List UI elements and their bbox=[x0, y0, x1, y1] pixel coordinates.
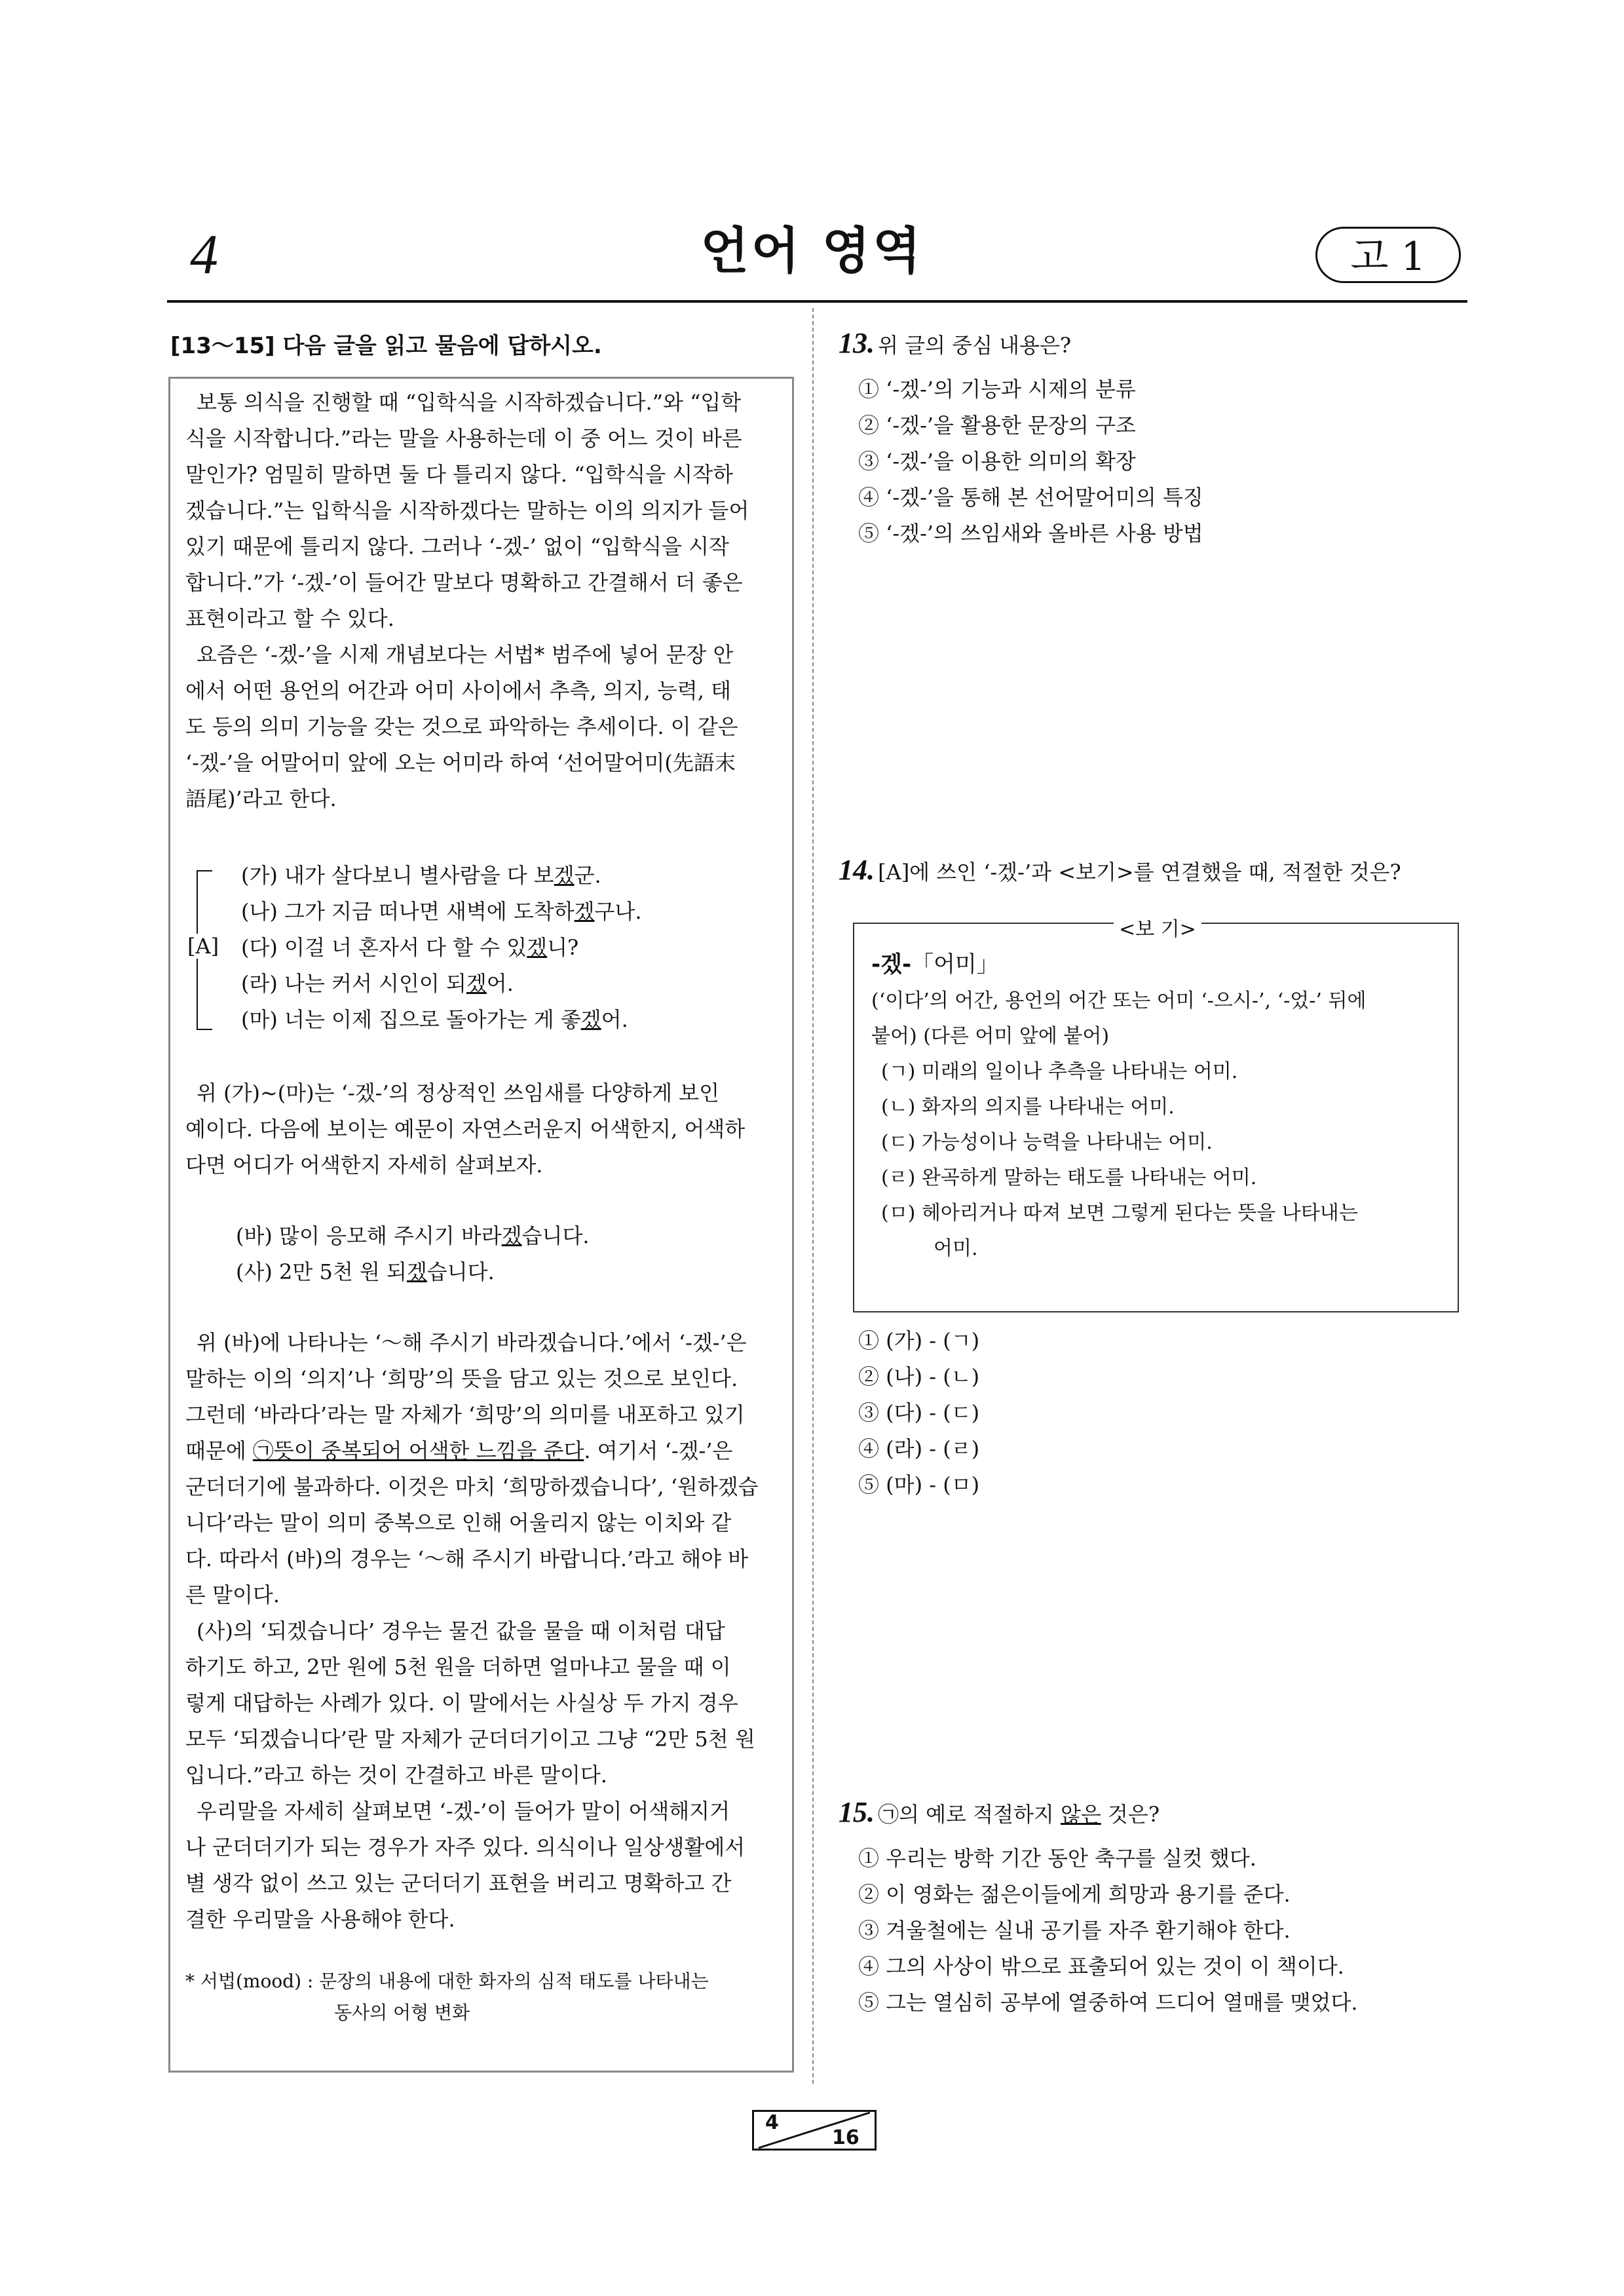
passage-line: 위 (가)~(마)는 ‘-겠-’의 정상적인 쓰임새를 다양하게 보인 bbox=[197, 1081, 719, 1105]
example-ma: (마) 너는 이제 집으로 돌아가는 게 좋겠어. bbox=[241, 1007, 628, 1032]
page-total: 16 bbox=[832, 2126, 859, 2149]
passage-line: ‘-겠-’을 어말어미 앞에 오는 어미라 하여 ‘선어말어미(先語末 bbox=[185, 750, 736, 775]
example-ra: (라) 나는 커서 시인이 되겠어. bbox=[241, 971, 514, 996]
column-divider bbox=[812, 308, 814, 2084]
passage-line: 표현이라고 할 수 있다. bbox=[185, 606, 394, 631]
passage-line: 말하는 이의 ‘의지’나 ‘희망’의 뜻을 담고 있는 것으로 보인다. bbox=[185, 1366, 738, 1391]
passage-line: 나 군더더기가 되는 경우가 자주 있다. 의식이나 일상생활에서 bbox=[185, 1835, 746, 1860]
q14-option-1[interactable]: ① (가) - (ㄱ) bbox=[858, 1328, 980, 1353]
example-da: (다) 이걸 너 혼자서 다 할 수 있겠니? bbox=[241, 935, 579, 960]
q13-option-4[interactable]: ④ ‘-겠-’을 통해 본 선어말어미의 특징 bbox=[858, 485, 1203, 510]
q14-option-5[interactable]: ⑤ (마) - (ㅁ) bbox=[858, 1472, 980, 1497]
passage-line: 군더더기에 불과하다. 이것은 마치 ‘희망하겠습니다’, ‘원하겠습 bbox=[185, 1474, 759, 1499]
passage-line: 하기도 하고, 2만 원에 5천 원을 더하면 얼마냐고 물을 때 이 bbox=[185, 1655, 731, 1679]
page-title: 언어 영역 bbox=[700, 221, 924, 280]
passage-line: 겠습니다.”는 입학식을 시작하겠다는 말하는 이의 의지가 들어 bbox=[185, 498, 749, 523]
bogi-line: (ㅁ) 헤아리거나 따져 보면 그렇게 된다는 뜻을 나타내는 bbox=[881, 1202, 1358, 1225]
underlined-phrase-a: ㉠뜻이 중복되어 어색한 느낌을 준다 bbox=[252, 1438, 584, 1463]
question-15: 15. ㉠의 예로 적절하지 않은 것은? bbox=[839, 1796, 1160, 1828]
passage-line: 니다’라는 말이 의미 중복으로 인해 어울리지 않는 이치와 같 bbox=[185, 1510, 732, 1535]
passage-line: 합니다.”가 ‘-겠-’이 들어간 말보다 명확하고 간결해서 더 좋은 bbox=[185, 570, 743, 595]
passage-line: 語尾)’라고 한다. bbox=[185, 786, 337, 811]
bogi-title: <보 기> bbox=[1114, 913, 1201, 942]
bogi-line: (ㄱ) 미래의 일이나 추측을 나타내는 어미. bbox=[881, 1060, 1238, 1083]
passage-line: 렇게 대답하는 사례가 있다. 이 말에서는 사실상 두 가지 경우 bbox=[185, 1691, 738, 1715]
passage-line: 다면 어디가 어색한지 자세히 살펴보자. bbox=[185, 1153, 543, 1177]
bogi-line: (ㄴ) 화자의 의지를 나타내는 어미. bbox=[881, 1096, 1175, 1119]
instruction: [13～15] 다음 글을 읽고 물음에 답하시오. bbox=[170, 333, 602, 359]
q13-option-1[interactable]: ① ‘-겠-’의 기능과 시제의 분류 bbox=[858, 377, 1136, 402]
footnote: * 서법(mood) : 문장의 내용에 대한 화자의 심적 태도를 나타내는 bbox=[185, 1970, 709, 1992]
question-13: 13. 위 글의 중심 내용은? bbox=[839, 327, 1072, 359]
bogi-line: (ㄹ) 완곡하게 말하는 태도를 나타내는 어미. bbox=[881, 1166, 1257, 1189]
passage-line: 에서 어떤 용언의 어간과 어미 사이에서 추측, 의지, 능력, 태 bbox=[185, 678, 732, 703]
bogi-line: (ㄷ) 가능성이나 능력을 나타내는 어미. bbox=[881, 1131, 1213, 1154]
example-na: (나) 그가 지금 떠나면 새벽에 도착하겠구나. bbox=[241, 899, 642, 924]
header-rule bbox=[167, 300, 1467, 303]
passage-line: 결한 우리말을 사용해야 한다. bbox=[185, 1907, 455, 1932]
q15-option-3[interactable]: ③ 겨울철에는 실내 공기를 자주 환기해야 한다. bbox=[858, 1918, 1291, 1943]
q15-option-1[interactable]: ① 우리는 방학 기간 동안 축구를 실컷 했다. bbox=[858, 1846, 1256, 1871]
q13-option-5[interactable]: ⑤ ‘-겠-’의 쓰임새와 올바른 사용 방법 bbox=[858, 521, 1203, 546]
footnote-cont: 동사의 어형 변화 bbox=[334, 2002, 470, 2023]
q14-option-2[interactable]: ② (나) - (ㄴ) bbox=[858, 1364, 980, 1389]
passage-line: 있기 때문에 틀리지 않다. 그러나 ‘-겠-’ 없이 “입학식을 시작 bbox=[185, 534, 729, 559]
example-ba: (바) 많이 응모해 주시기 바라겠습니다. bbox=[236, 1223, 590, 1248]
q15-option-2[interactable]: ② 이 영화는 젊은이들에게 희망과 용기를 준다. bbox=[858, 1882, 1291, 1907]
example-ga: (가) 내가 살다보니 별사람을 다 보겠군. bbox=[241, 863, 601, 888]
q13-option-3[interactable]: ③ ‘-겠-’을 이용한 의미의 확장 bbox=[858, 449, 1136, 474]
page-current: 4 bbox=[765, 2111, 779, 2134]
bogi-line: 어미. bbox=[934, 1237, 978, 1260]
passage-line: 위 (바)에 나타나는 ‘～해 주시기 바라겠습니다.’에서 ‘-겠-’은 bbox=[197, 1330, 747, 1355]
q15-option-5[interactable]: ⑤ 그는 열심히 공부에 열중하여 드디어 열매를 맺었다. bbox=[858, 1990, 1358, 2015]
bogi-headword: -겠-「어미」 bbox=[871, 951, 999, 978]
passage-line: 그런데 ‘바라다’라는 말 자체가 ‘희망’의 의미를 내포하고 있기 bbox=[185, 1402, 745, 1427]
passage-line: 식을 시작합니다.”라는 말을 사용하는데 이 중 어느 것이 바른 bbox=[185, 426, 742, 451]
q14-option-4[interactable]: ④ (라) - (ㄹ) bbox=[858, 1436, 980, 1461]
passage-line: 예이다. 다음에 보이는 예문이 자연스러운지 어색한지, 어색하 bbox=[185, 1117, 746, 1141]
page-number: 4 bbox=[190, 223, 218, 286]
passage-line: 우리말을 자세히 살펴보면 ‘-겠-’이 들어가 말이 어색해지거 bbox=[197, 1799, 730, 1824]
passage-line: 모두 ‘되겠습니다’란 말 자체가 군더더기이고 그냥 “2만 5천 원 bbox=[185, 1727, 755, 1751]
q15-option-4[interactable]: ④ 그의 사상이 밖으로 표출되어 있는 것이 이 책이다. bbox=[858, 1954, 1344, 1979]
passage-line-underlined: 때문에 ㉠뜻이 중복되어 어색한 느낌을 준다. 여기서 ‘-겠-’은 bbox=[185, 1438, 733, 1463]
bogi-line: 붙어) (다른 어미 앞에 붙어) bbox=[871, 1025, 1110, 1048]
passage-line: 도 등의 의미 기능을 갖는 것으로 파악하는 추세이다. 이 같은 bbox=[185, 714, 738, 739]
passage-line: 요즘은 ‘-겠-’을 시제 개념보다는 서법* 범주에 넣어 문장 안 bbox=[197, 642, 734, 667]
q14-option-3[interactable]: ③ (다) - (ㄷ) bbox=[858, 1400, 980, 1425]
passage-line: 른 말이다. bbox=[185, 1582, 280, 1607]
passage-line: 보통 의식을 진행할 때 “입학식을 시작하겠습니다.”와 “입학 bbox=[197, 390, 742, 415]
q13-option-2[interactable]: ② ‘-겠-’을 활용한 문장의 구조 bbox=[858, 413, 1136, 438]
bogi-line: (‘이다’의 어간, 용언의 어간 또는 어미 ‘-으시-’, ‘-었-’ 뒤에 bbox=[871, 989, 1367, 1012]
example-sa: (사) 2만 5천 원 되겠습니다. bbox=[236, 1259, 495, 1284]
bracket-a-label: [A] bbox=[185, 934, 221, 959]
passage-line: 입니다.”라고 하는 것이 간결하고 바른 말이다. bbox=[185, 1763, 607, 1788]
question-14: 14. [A]에 쓰인 ‘-겠-’과 <보기>를 연결했을 때, 적절한 것은? bbox=[839, 854, 1401, 886]
passage-line: 말인가? 엄밀히 말하면 둘 다 틀리지 않다. “입학식을 시작하 bbox=[185, 462, 734, 487]
passage-line: 별 생각 없이 쓰고 있는 군더더기 표현을 버리고 명확하고 간 bbox=[185, 1871, 732, 1896]
grade-badge: 고 1 bbox=[1315, 227, 1461, 283]
passage-line: 다. 따라서 (바)의 경우는 ‘～해 주시기 바랍니다.’라고 해야 바 bbox=[185, 1546, 749, 1571]
passage-line: (사)의 ‘되겠습니다’ 경우는 물건 값을 물을 때 이처럼 대답 bbox=[197, 1618, 725, 1643]
